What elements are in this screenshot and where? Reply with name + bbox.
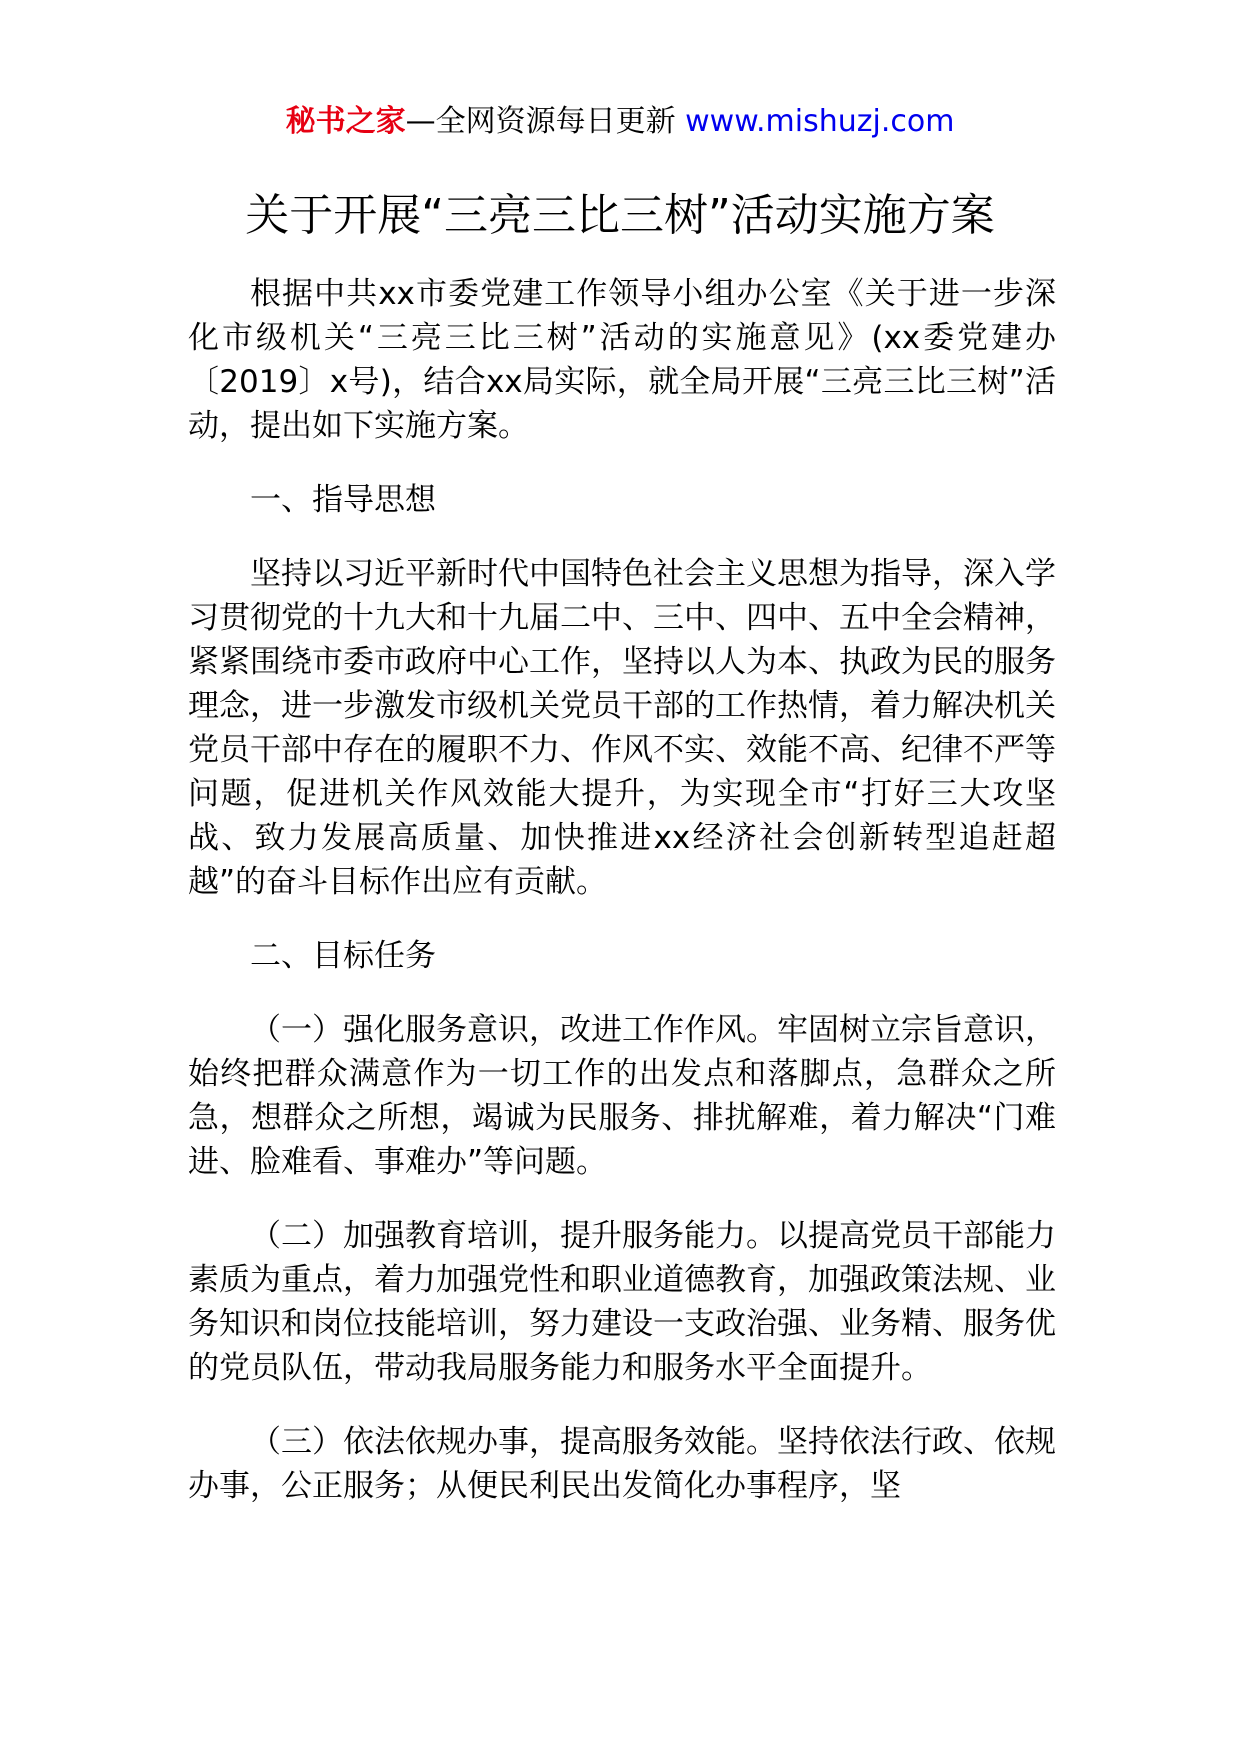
intro-paragraph: 根据中共xx市委党建工作领导小组办公室《关于进一步深化市级机关“三亮三比三树”活动的实施意见》(xx委党建办〔2019〕x号)，结合xx局实际，就全局开展“三亮三比三树”活动，提出如下实施方案。: [188, 276, 1056, 444]
task-paragraph-1: （一）强化服务意识，改进工作作风。牢固树立宗旨意识，始终把群众满意作为一切工作的出发点和落脚点，急群众之所急，想群众之所想，竭诚为民服务、排扰解难，着力解决“门难进、脸难看、事难办”等问题。: [188, 1012, 1056, 1180]
site-url-link[interactable]: www.mishuzj.com: [685, 104, 955, 139]
document-body: [188, 272, 1056, 1508]
section-heading-guiding-ideology: 一、指导思想: [250, 482, 436, 518]
document-title: 关于开展“三亮三比三树”活动实施方案: [245, 190, 995, 241]
site-header: [0, 100, 1240, 144]
section-heading-goals-tasks: 二、目标任务: [250, 938, 436, 974]
task-paragraph-3: （三）依法依规办事，提高服务效能。坚持依法行政、依规办事，公正服务；从便民利民出发简化办事程序，坚: [188, 1424, 1056, 1504]
header-tagline: —全网资源每日更新: [405, 104, 686, 139]
guiding-ideology-paragraph: 坚持以习近平新时代中国特色社会主义思想为指导，深入学习贯彻党的十九大和十九届二中、三中、四中、五中全会精神，紧紧围绕市委市政府中心工作，坚持以人为本、执政为民的服务理念，进一步激发市级机关党员干部的工作热情，着力解决机关党员干部中存在的履职不力、作风不实、效能不高、纪律不严等问题，促进机关作风效能大提升，为实现全市“打好三大攻坚战、致力发展高质量、加快推进xx经济社会创新转型追赶超越”的奋斗目标作出应有贡献。: [188, 556, 1056, 900]
task-paragraph-2: （二）加强教育培训，提升服务能力。以提高党员干部能力素质为重点，着力加强党性和职业道德教育，加强政策法规、业务知识和岗位技能培训，努力建设一支政治强、业务精、服务优的党员队伍，带动我局服务能力和服务水平全面提升。: [188, 1218, 1056, 1386]
brand-name: 秘书之家: [285, 104, 406, 139]
